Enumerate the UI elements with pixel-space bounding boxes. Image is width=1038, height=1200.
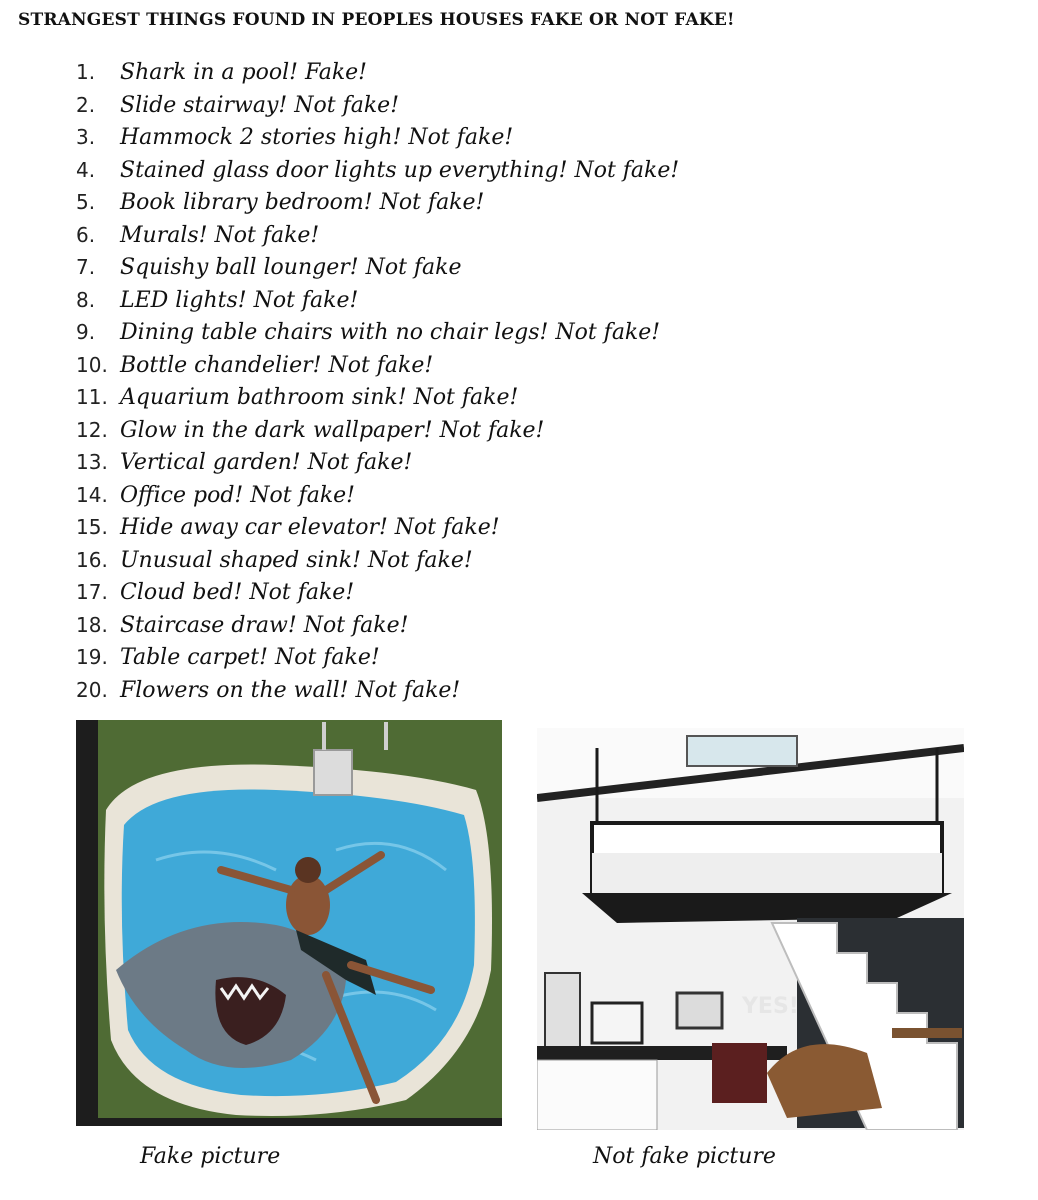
item-number: 2. xyxy=(76,92,96,117)
item-text: Glow in the dark wallpaper! Not fake! xyxy=(120,417,545,443)
item-number: 4. xyxy=(76,157,96,182)
list-item xyxy=(76,381,679,414)
item-number: 5. xyxy=(76,190,96,214)
item-text: Squishy ball lounger! Not fake xyxy=(120,255,462,280)
item-number: 14. xyxy=(76,482,108,507)
item-text: Table carpet! Not fake! xyxy=(120,645,380,670)
item-number: 6. xyxy=(76,222,96,247)
item-number: 11. xyxy=(76,385,108,409)
list-item xyxy=(76,446,679,479)
item-number: 17. xyxy=(76,580,108,604)
item-number: 18. xyxy=(76,612,108,637)
item-number: 16. xyxy=(76,547,108,572)
list-item xyxy=(76,641,679,674)
pool-ladder xyxy=(314,750,352,795)
loft-room-illustration xyxy=(537,728,964,1130)
item-text: Staircase draw! Not fake! xyxy=(120,612,409,638)
list-item xyxy=(76,544,679,577)
item-number: 15. xyxy=(76,515,108,539)
item-text: Stained glass door lights up everything! Not fake! xyxy=(120,157,680,183)
item-text: Unusual shaped sink! Not fake! xyxy=(120,547,473,573)
item-number: 9. xyxy=(76,320,96,344)
list-item xyxy=(76,674,679,707)
item-number: 8. xyxy=(76,287,96,312)
office-chair xyxy=(712,1043,767,1103)
list-item xyxy=(76,186,679,219)
chalkboard-text: YES! xyxy=(742,994,799,1019)
item-number: 19. xyxy=(76,645,108,669)
list-item xyxy=(76,121,679,154)
item-text: LED lights! Not fake! xyxy=(120,287,359,313)
item-list xyxy=(76,56,679,706)
list-item xyxy=(76,576,679,609)
item-number: 10. xyxy=(76,352,108,377)
item-text: Office pod! Not fake! xyxy=(120,482,356,508)
item-text: Slide stairway! Not fake! xyxy=(120,92,400,118)
list-item xyxy=(76,609,679,642)
item-text: Flowers on the wall! Not fake! xyxy=(120,677,461,703)
list-item xyxy=(76,284,679,317)
list-item xyxy=(76,479,679,512)
diver-torso xyxy=(286,875,330,935)
list-item xyxy=(76,56,679,89)
item-number: 12. xyxy=(76,417,108,442)
shark-pool-illustration xyxy=(76,720,502,1126)
item-number: 3. xyxy=(76,125,96,149)
desktop-monitor xyxy=(677,993,722,1028)
shark-pool-photo xyxy=(76,720,502,1126)
list-item xyxy=(76,154,679,187)
item-number: 7. xyxy=(76,255,96,279)
list-item xyxy=(76,414,679,447)
page-title: STRANGEST THINGS FOUND IN PEOPLES HOUSES FAKE OR NOT FAKE! xyxy=(18,10,735,30)
bed-linen xyxy=(592,853,942,893)
drawer-cabinet xyxy=(537,1060,657,1130)
list-item xyxy=(76,89,679,122)
item-number: 13. xyxy=(76,450,108,474)
not-fake-picture-caption: Not fake picture xyxy=(593,1144,776,1169)
dining-table xyxy=(892,1028,962,1038)
item-text: Hide away car elevator! Not fake! xyxy=(120,515,500,540)
framed-picture xyxy=(592,1003,642,1043)
list-item xyxy=(76,349,679,382)
diver-head xyxy=(295,857,321,883)
list-item xyxy=(76,316,679,349)
list-item xyxy=(76,219,679,252)
item-text: Aquarium bathroom sink! Not fake! xyxy=(120,385,519,410)
item-text: Hammock 2 stories high! Not fake! xyxy=(120,125,514,150)
item-text: Book library bedroom! Not fake! xyxy=(120,190,485,215)
item-text: Cloud bed! Not fake! xyxy=(120,580,355,605)
wall-art-frame xyxy=(545,973,580,1053)
item-text: Bottle chandelier! Not fake! xyxy=(120,352,434,378)
item-text: Vertical garden! Not fake! xyxy=(120,450,413,475)
list-item xyxy=(76,511,679,544)
fake-picture-caption: Fake picture xyxy=(140,1144,281,1169)
loft-bed-photo xyxy=(537,728,964,1130)
list-item xyxy=(76,251,679,284)
item-text: Shark in a pool! Fake! xyxy=(120,60,368,85)
item-text: Dining table chairs with no chair legs! Not fake! xyxy=(120,320,661,345)
skylight-window xyxy=(687,736,797,766)
item-number: 1. xyxy=(76,60,96,84)
item-text: Murals! Not fake! xyxy=(120,222,320,248)
item-number: 20. xyxy=(76,677,108,702)
